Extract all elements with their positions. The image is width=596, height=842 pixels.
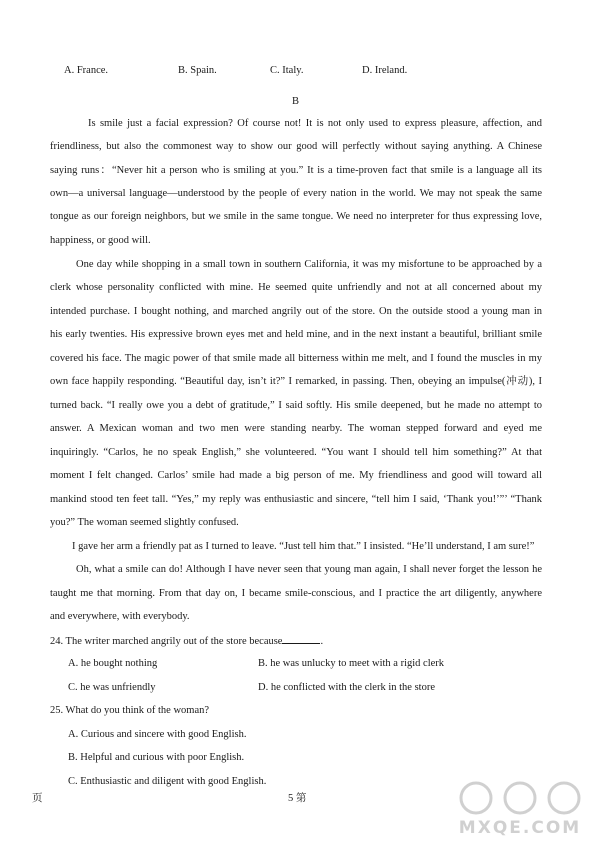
question-24-stem bbox=[50, 634, 323, 649]
footer-left: 页 bbox=[32, 793, 43, 804]
passage-line: and everywhere, with everybody. bbox=[50, 611, 190, 622]
passage-line: friendliness, but also the commonest way to show our good will perfectly without saying anything. A Chinese bbox=[50, 141, 542, 152]
q25-option-a: A. Curious and sincere with good English. bbox=[68, 729, 247, 740]
q24-option-c: C. he was unfriendly bbox=[68, 682, 156, 693]
logo-text: MXQE.COM bbox=[458, 818, 582, 838]
q24-option-a: A. he bought nothing bbox=[68, 658, 158, 669]
option-c: C. Italy. bbox=[270, 65, 304, 76]
passage-line: intended purchase. I bought nothing, and marched angrily out of the store. On the outside stood a young man in bbox=[50, 306, 542, 317]
option-b: B. Spain. bbox=[178, 65, 217, 76]
q25-option-b: B. Helpful and curious with poor English. bbox=[68, 752, 245, 763]
passage-line: covered his face. The magic power of that smile made all bitterness within me melt, and I found the muscles in my bbox=[50, 353, 542, 364]
footer-page-number: 5 第 bbox=[288, 793, 307, 804]
passage-line: mankind stood ten feet tall. “Yes,” my reply was enthusiastic and sincere, “tell him I said, ‘Thank you!’”’ “Thank bbox=[50, 494, 542, 505]
passage-line: Oh, what a smile can do! Although I have never seen that young man again, I shall never forget the lesson he bbox=[76, 564, 542, 575]
q24-option-b: B. he was unlucky to meet with a rigid clerk bbox=[258, 658, 445, 669]
section-heading: B bbox=[292, 96, 300, 107]
passage-line: his early twenties. His expressive brown eyes met and held mine, and in the next instant a beautiful, brilliant smile bbox=[50, 329, 542, 340]
q24-option-d: D. he conflicted with the clerk in the store bbox=[258, 682, 435, 693]
passage-line: I gave her arm a friendly pat as I turned to leave. “Just tell him that.” I insisted. “He’ll understand, I am sure!” bbox=[72, 541, 535, 552]
site-logo bbox=[450, 776, 590, 838]
passage-line: inquiringly. “Carlos, he no speak English,” she volunteered. “You want I should tell him something?” At that bbox=[50, 447, 542, 458]
passage-line: moment I felt changed. Carlos’ smile had made a big person of me. My friendliness and good will toward all bbox=[50, 470, 542, 481]
passage-line: Is smile just a facial expression? Of course not! It is not only used to express pleasure, affection, and bbox=[88, 118, 542, 129]
passage-line: you?” The woman seemed slightly confused. bbox=[50, 517, 239, 528]
passage-line: clerk whose personality conflicted with mine. He seemed quite unfriendly and not at all concerned about my bbox=[50, 282, 542, 293]
question-24-text: 24. The writer marched angrily out of the store because bbox=[50, 636, 283, 647]
q25-option-c: C. Enthusiastic and diligent with good English. bbox=[68, 776, 267, 787]
passage-line: taught me that morning. From that day on, I became smile-conscious, and I practice the art diligently, anywhere bbox=[50, 588, 542, 599]
passage-line: turned back. “I really owe you a debt of gratitude,” I said softly. His smile deepened, but he made no attempt to bbox=[50, 400, 542, 411]
option-d: D. Ireland. bbox=[362, 65, 408, 76]
passage-line: One day while shopping in a small town in southern California, it was my misfortune to be approached by a bbox=[76, 259, 542, 270]
passage-line: tongue as our foreign neighbors, but we smile in the same tongue. We need no interpreter for thus expressing love, bbox=[50, 211, 542, 222]
passage-line: happiness, or good will. bbox=[50, 235, 151, 246]
question-24-tail: . bbox=[320, 636, 324, 647]
answer-blank bbox=[282, 634, 320, 644]
question-25-stem: 25. What do you think of the woman? bbox=[50, 705, 210, 716]
passage-line: answer. A Mexican woman and two men were standing nearby. The woman stepped forward and eyed me bbox=[50, 423, 542, 434]
passage-line: saying runs：“Never hit a person who is smiling at you.” It is a time-proven fact that smile is a language all its bbox=[50, 165, 542, 176]
option-a: A. France. bbox=[64, 65, 109, 76]
passage-line: own face happily responding. “Beautiful day, isn’t it?” I remarked, in passing. Then, obeying an impulse(冲动), I bbox=[50, 376, 542, 387]
passage-line: own—a universal language—understood by the people of every nation in the world. We may not speak the same bbox=[50, 188, 542, 199]
